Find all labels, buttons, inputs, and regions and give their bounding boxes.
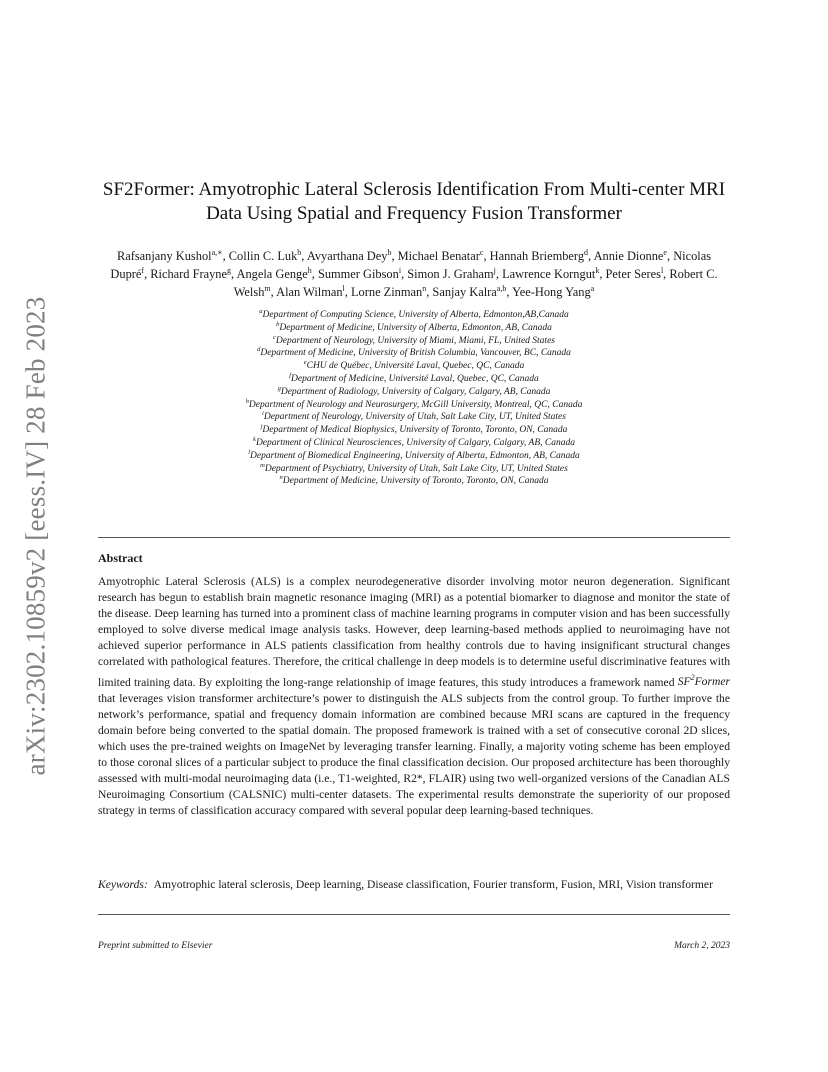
paper-title: SF2Former: Amyotrophic Lateral Sclerosis Identification From Multi-center MRI Data Using Spatial and Frequency Fusion Transformer — [102, 179, 726, 224]
author-affiliation-mark: i — [398, 265, 402, 275]
author-name: Lorne Zinman — [350, 285, 423, 299]
author-affiliation-mark: g — [227, 265, 231, 275]
author-affiliation-mark: c — [479, 247, 484, 257]
author-name: Avyarthana Dey — [306, 249, 388, 263]
author-affiliation-mark: h — [307, 265, 312, 275]
abstract-heading: Abstract — [98, 551, 143, 565]
author-affiliation-mark: j — [493, 265, 496, 275]
top-divider — [98, 537, 730, 538]
author-name: Robert C. Welsh — [233, 267, 718, 299]
affiliation-list — [98, 309, 730, 488]
author-affiliation-mark: l — [660, 265, 664, 275]
keywords-label: Keywords: — [98, 878, 148, 891]
author-affiliation-mark: a — [590, 283, 595, 293]
affiliation-line: $^i$Department of Neurology, University of Utah, Salt Lake City, UT, United States — [262, 410, 566, 423]
author-list: Rafsanjany Kushol$^{a,∗}$, Collin C. Luk$^b$, Avyarthana Dey$^b$, Michael Benatar$^c$, Hannah Briemberg$^d$, Annie Dionne$^e$, Nicolas Dupré$^f$, Richard Frayne$^g$, Angela Genge$^h$, Summer Gibson$^i$, Simon J. Graham$^j$, Lawrence Korngut$^k$, Peter Seres$^l$, Robert C. Welsh$^m$, Alan Wilman$^l$, Lorne Zinman$^n$, Sanjay Kalra$^{a,b}$, Yee-Hong Yang$^a$ — [110, 247, 718, 299]
affiliation-line: $^d$Department of Medicine, University of British Columbia, Vancouver, BC, Canada — [257, 346, 571, 359]
author-name: Sanjay Kalra — [432, 285, 497, 299]
author-affiliation-mark: f — [141, 265, 145, 275]
preprint-date: March 2, 2023 — [674, 941, 730, 951]
model-name: $SF^2Former$ — [677, 673, 730, 689]
affiliation-line: $^m$Department of Psychiatry, University of Utah, Salt Lake City, UT, United States — [260, 461, 568, 474]
author-name: Richard Frayne — [150, 267, 227, 281]
author-name: Nicolas Dupré — [110, 249, 712, 281]
author-affiliation-mark: l — [342, 283, 345, 293]
affiliation-line: $^j$Department of Medical Biophysics, University of Toronto, Toronto, ON, Canada — [260, 423, 568, 436]
author-name: Peter Seres — [605, 267, 661, 281]
author-affiliation-mark: b — [297, 247, 302, 257]
author-affiliation-mark: m — [264, 283, 271, 293]
affiliation-line: $^c$Department of Neurology, University of Miami, Miami, FL, United States — [273, 333, 555, 346]
author-affiliation-mark: a,∗ — [211, 247, 223, 257]
affiliation-line: $^l$Department of Biomedical Engineering, University of Alberta, Edmonton, AB, Canada — [248, 448, 580, 461]
affiliation-line: $^e$CHU de Québec, Université Laval, Quebec, QC, Canada — [303, 359, 525, 372]
author-affiliation-mark: k — [595, 265, 600, 275]
affiliation-line: $^h$Department of Neurology and Neurosurgery, McGill University, Montreal, QC, Canada — [245, 397, 583, 410]
affiliation-line: $^f$Department of Medicine, Université Laval, Quebec, QC, Canada — [289, 371, 539, 384]
author-name: Michael Benatar — [397, 249, 480, 263]
arxiv-identifier: arXiv:2302.10859v2 [eess.IV] 28 Feb 2023 — [20, 296, 51, 776]
affiliation-line: $^k$Department of Clinical Neurosciences, University of Calgary, Calgary, AB, Canada — [253, 435, 575, 448]
author-name: Simon J. Graham — [407, 267, 494, 281]
affiliation-line: $^b$Department of Medicine, University of Alberta, Edmonton, AB, Canada — [276, 320, 552, 333]
author-name: Angela Genge — [236, 267, 308, 281]
author-affiliation-mark: a,b — [496, 283, 507, 293]
abstract-text-part1: Amyotrophic Lateral Sclerosis (ALS) is a complex neurodegenerative disorder involving motor neuron degeneration. Significant research has begun to establish brain magnetic resonance imaging (MRI) as a potential biomarker to diagnose and monitor the state of the disease. Deep learning has turned into a prominent class of machine learning programs in computer vision and has been successfully employed to solve diverse medical image analysis tasks. However, deep learning-based methods applied to neuroimaging have not achieved superior performance in ALS patients classification from healthy controls due to having insignificant structural changes correlated with pathological features. Therefore, the critical challenge in deep models is to determine useful discriminative features with limited training data. By exploiting the long-range relationship of image features, this study introduces a framework named — [98, 575, 730, 689]
author-affiliation-mark: n — [422, 283, 427, 293]
author-name: Alan Wilman — [276, 285, 343, 299]
author-affiliation-mark: b — [387, 247, 392, 257]
author-name: Lawrence Korngut — [502, 267, 596, 281]
affiliation-line: $^a$Department of Computing Science, University of Alberta, Edmonton,AB,Canada — [259, 307, 569, 320]
keywords — [98, 877, 730, 893]
author-affiliation-mark: d — [584, 247, 589, 257]
bottom-divider — [98, 914, 730, 915]
author-name: Annie Dionne — [593, 249, 664, 263]
author-name: Rafsanjany Kushol — [116, 249, 212, 263]
author-name: Summer Gibson — [317, 267, 399, 281]
keywords-text: Amyotrophic lateral sclerosis, Deep learning, Disease classification, Fourier transform, Fusion, MRI, Vision transformer — [153, 878, 713, 891]
preprint-note: Preprint submitted to Elsevier — [98, 941, 213, 951]
author-affiliation-mark: e — [663, 247, 667, 257]
abstract-body — [98, 574, 730, 819]
author-name: Collin C. Luk — [228, 249, 298, 263]
abstract-text-part2: that leverages vision transformer architecture’s power to distinguish the ALS subjects from the control group. To further improve the network’s performance, spatial and frequency domain information are combined because MRI scans are captured in the frequency domain before being converted to the spatial domain. The proposed framework is trained with a set of consecutive coronal 2D slices, which uses the pre-trained weights on ImageNet by leveraging transfer learning. Finally, a majority voting scheme has been employed to those coronal slices of a particular subject to produce the final classification decision. Our proposed architecture has been thoroughly assessed with multi-modal neuroimaging data (i.e., T1-weighted, R2*, FLAIR) using two well-organized versions of the Canadian ALS Neuroimaging Consortium (CALSNIC) multi-center datasets. The experimental results demonstrate the superiority of our proposed strategy in terms of classification accuracy compared with several popular deep learning-based techniques. — [98, 691, 730, 818]
affiliation-line: $^g$Department of Radiology, University of Calgary, Calgary, AB, Canada — [277, 384, 551, 397]
author-name: Yee-Hong Yang — [512, 285, 591, 299]
author-name: Hannah Briemberg — [489, 249, 585, 263]
affiliation-line: $^n$Department of Medicine, University of Toronto, Toronto, ON, Canada — [279, 474, 549, 487]
